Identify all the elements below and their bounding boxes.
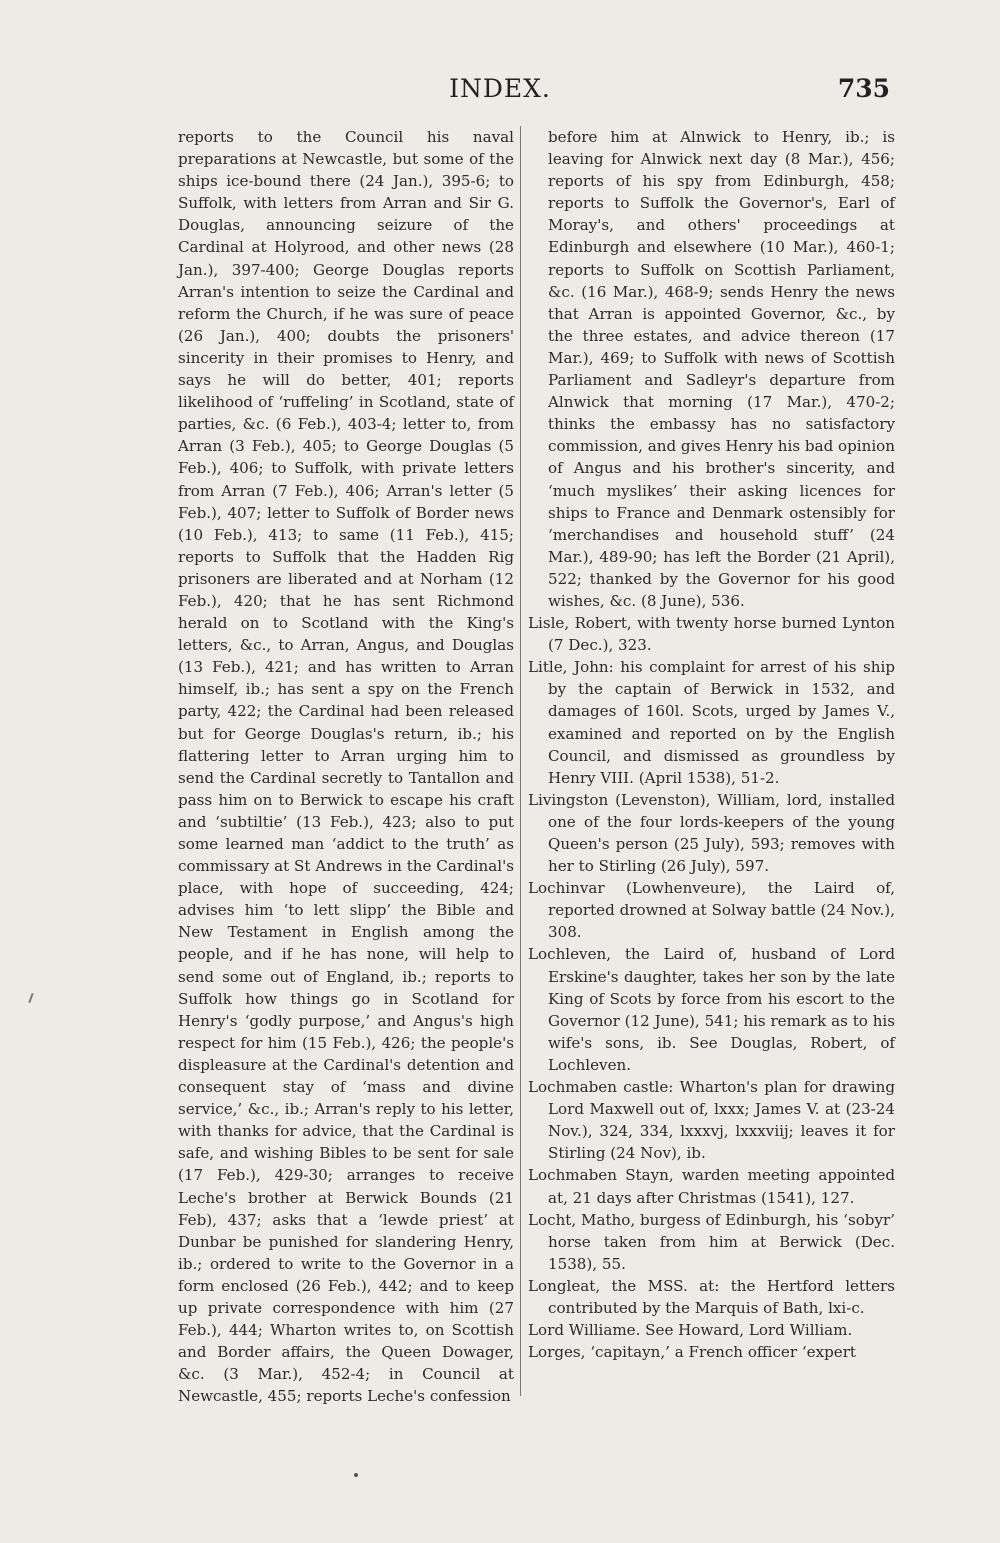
index-entry-locht: Locht, Matho, burgess of Edinburgh, his ‘sobyr’ horse taken from him at Berwick (Dec. 1538), 55. — [528, 1210, 895, 1273]
page-number: 735 — [837, 74, 890, 103]
index-entry-litle: Litle, John: his complaint for arrest of his ship by the captain of Berwick in 1532, and damages of 160l. Scots, urged by James V., examined and reported on by the English Council, and dismissed as groundless by Henry VIII. (April 1538), 51-2. — [528, 658, 895, 787]
column-divider — [520, 126, 521, 1396]
index-entry-longleat: Longleat, the MSS. at: the Hertford letters contributed by the Marquis of Bath, lxi-c. — [528, 1276, 895, 1317]
index-entry-lisle: Lisle, Robert, with twenty horse burned Lynton (7 Dec.), 323. — [528, 614, 895, 655]
index-entry-continuation: before him at Alnwick to Henry, ib.; is leaving for Alnwick next day (8 Mar.), 456; reports of his spy from Edinburgh, 458; reports to Suffolk the Governor's, Earl of Moray's, and others' proceedings at Edinburgh and elsewhere (10 Mar.), 460-1; reports to Suffolk on Scottish Parliament, &c. (16 Mar.), 468-9; sends Henry the news that Arran is appointed Governor, &c., by the three estates, and advice thereon (17 Mar.), 469; to Suffolk with news of Scottish Parliament and Sadleyr's departure from Alnwick that morning (17 Mar.), 470-2; thinks the embassy has no satisfactory commission, and gives Henry his bad opinion of Angus and his brother's sincerity, and ‘much myslikes’ their asking licences for ships to France and Denmark ostensibly for ‘merchandises and household stuff’ (24 Mar.), 489-90; has left the Border (21 April), 522; thanked by the Governor for his good wishes, &c. (8 June), 536. — [548, 128, 895, 610]
page-header — [0, 74, 1000, 110]
index-entry-lochleven: Lochleven, the Laird of, husband of Lord Erskine's daughter, takes her son by the late King of Scots by force from his escort to the Governor (12 June), 541; his remark as to his wife's sons, ib. See Douglas, Robert, of Lochleven. — [528, 945, 895, 1074]
index-entry-continuation: reports to the Council his naval preparations at Newcastle, but some of the ships ice-bound there (24 Jan.), 395-6; to Suffolk, with letters from Arran and Sir G. Douglas, announcing seizure of the Cardinal at Holyrood, and other news (28 Jan.), 397-400; George Douglas reports Arran's intention to seize the Cardinal and reform the Church, if he was sure of peace (26 Jan.), 400; doubts the prisoners' sincerity in their promises to Henry, and says he will do better, 401; reports likelihood of ‘ruffeling’ in Scotland, state of parties, &c. (6 Feb.), 403-4; letter to, from Arran (3 Feb.), 405; to George Douglas (5 Feb.), 406; to Suffolk, with private letters from Arran (7 Feb.), 406; Arran's letter (5 Feb.), 407; letter to Suffolk of Border news (10 Feb.), 413; to same (11 Feb.), 415; reports to Suffolk that the Hadden Rig prisoners are liberated and at Norham (12 Feb.), 420; that he has sent Richmond herald on to Scotland with the King's letters, &c., to Arran, Angus, and Douglas (13 Feb.), 421; and has written to Arran himself, ib.; has sent a spy on the French party, 422; the Cardinal had been released but for George Douglas's return, ib.; his flattering letter to Arran urging him to send the Cardinal secretly to Tantallon and pass him on to Berwick to escape his craft and ‘subtiltie’ (13 Feb.), 423; also to put some learned man ‘addict to the truth’ as commissary at St Andrews in the Cardinal's place, with hope of succeeding, 424; advises him ‘to lett slipp’ the Bible and New Testament in English among the people, and if he has none, will help to send some out of England, ib.; reports to Suffolk how things go in Scotland for Henry's ‘godly purpose,’ and Angus's high respect for him (15 Feb.), 426; the people's displeasure at the Cardinal's detention and consequent stay of ‘mass and divine service,’ &c., ib.; Arran's reply to his letter, with thanks for advice, that the Cardinal is safe, and wishing Bibles to be sent for sale (17 Feb.), 429-30; arranges to receive Leche's brother at Berwick Bounds (21 Feb), 437; asks that a ‘lewde priest’ at Dunbar be punished for slandering Henry, ib.; ordered to write to the Governor in a form enclosed (26 Feb.), 442; and to keep up private correspondence with him (27 Feb.), 444; Wharton writes to, on Scottish and Border affairs, the Queen Dowager, &c. (3 Mar.), 452-4; in Council at Newcastle, 455; reports Leche's confession — [178, 128, 514, 1406]
footer-dot — [354, 1473, 358, 1477]
right-column — [528, 126, 895, 1363]
index-entry-lochinvar: Lochinvar (Lowhenveure), the Laird of, reported drowned at Solway battle (24 Nov.), 308. — [528, 879, 895, 942]
left-column — [158, 126, 514, 1407]
page-title: INDEX. — [449, 74, 551, 103]
index-entry-lochmaben-castle: Lochmaben castle: Wharton's plan for drawing Lord Maxwell out of, lxxx; James V. at (23-24 Nov.), 324, 334, lxxxvj, lxxxviij; leaves it for Stirling (24 Nov), ib. — [528, 1078, 895, 1163]
margin-mark — [28, 993, 33, 1003]
index-entry-livingston: Livingston (Levenston), William, lord, installed one of the four lords-keepers of the young Queen's person (25 July), 593; removes with her to Stirling (26 July), 597. — [528, 790, 895, 876]
index-columns — [158, 126, 895, 1406]
index-entry-lord-williame: Lord Williame. See Howard, Lord William. — [528, 1321, 853, 1340]
index-entry-lorges: Lorges, ‘capitayn,’ a French officer ‘expert — [528, 1343, 856, 1362]
index-entry-lochmaben-stayn: Lochmaben Stayn, warden meeting appointed at, 21 days after Christmas (1541), 127. — [528, 1166, 895, 1207]
